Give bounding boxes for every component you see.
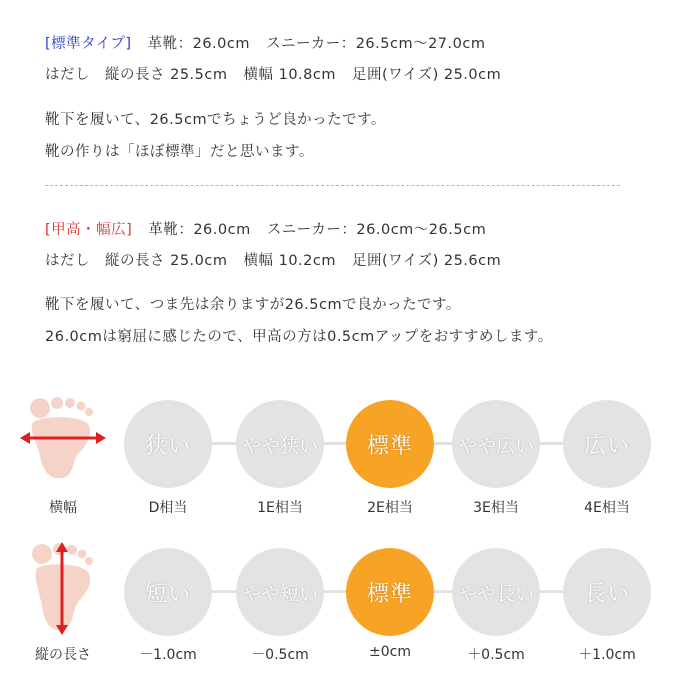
- wide-line-2: [45, 249, 501, 270]
- length-caption-plus-1: ＋1.0cm: [578, 647, 636, 663]
- width-option-standard: 標準: [346, 400, 434, 488]
- width-option-narrow: 狭い: [124, 400, 212, 488]
- foot-length-icon: [22, 540, 102, 636]
- width-caption-4e: 4E相当: [584, 500, 630, 516]
- length-caption-plus-05: ＋0.5cm: [467, 647, 525, 663]
- width-caption-1e: 1E相当: [257, 500, 303, 516]
- wide-type-label: [甲高・幅広]: [45, 222, 133, 238]
- width-caption-d: D相当: [148, 500, 188, 516]
- width-option-slightly-wide: やや広い: [452, 400, 540, 488]
- wide-comment-1: 靴下を履いて、つま先は余りますが26.5cmで良かったです。: [45, 297, 461, 313]
- length-option-long: 長い: [563, 548, 651, 636]
- section-divider: [45, 185, 620, 186]
- length-option-slightly-short: やや短い: [236, 548, 324, 636]
- standard-type-label: [標準タイプ]: [45, 36, 132, 52]
- length-option-slightly-long: やや長い: [452, 548, 540, 636]
- standard-line-1: [45, 32, 485, 53]
- standard-comment-2: 靴の作りは「ほぼ標準」だと思います。: [45, 144, 314, 160]
- width-option-slightly-narrow: やや狭い: [236, 400, 324, 488]
- standard-sneaker-size: スニーカー：26.5cm〜27.0cm: [265, 36, 486, 52]
- standard-line-2: [45, 63, 501, 84]
- length-caption-minus-05: －0.5cm: [251, 647, 309, 663]
- standard-comment-1: 靴下を履いて、26.5cmでちょうど良かったです。: [45, 112, 386, 128]
- foot-width-icon: [18, 394, 108, 484]
- width-row-label: 横幅: [49, 500, 77, 516]
- wide-dress-shoe-size: 革靴：26.0cm: [148, 222, 251, 238]
- standard-girth: 足囲(ワイズ) 25.0cm: [352, 67, 502, 83]
- wide-barefoot-length: はだし 縦の長さ 25.0cm: [45, 253, 228, 269]
- length-option-short: 短い: [124, 548, 212, 636]
- width-option-wide: 広い: [563, 400, 651, 488]
- standard-barefoot-length: はだし 縦の長さ 25.5cm: [45, 67, 228, 83]
- standard-barefoot-width: 横幅 10.8cm: [243, 67, 336, 83]
- wide-girth: 足囲(ワイズ) 25.6cm: [352, 253, 502, 269]
- width-caption-3e: 3E相当: [473, 500, 519, 516]
- wide-sneaker-size: スニーカー：26.0cm〜26.5cm: [266, 222, 487, 238]
- length-row-label: 縦の長さ: [35, 647, 91, 663]
- length-caption-minus-1: －1.0cm: [139, 647, 197, 663]
- wide-line-1: [45, 218, 486, 239]
- width-caption-2e: 2E相当: [367, 500, 413, 516]
- wide-comment-2: 26.0cmは窮屈に感じたので、甲高の方は0.5cmアップをおすすめします。: [45, 329, 553, 345]
- standard-dress-shoe-size: 革靴：26.0cm: [147, 36, 250, 52]
- wide-barefoot-width: 横幅 10.2cm: [243, 253, 336, 269]
- length-caption-zero: ±0cm: [369, 644, 411, 660]
- length-option-standard: 標準: [346, 548, 434, 636]
